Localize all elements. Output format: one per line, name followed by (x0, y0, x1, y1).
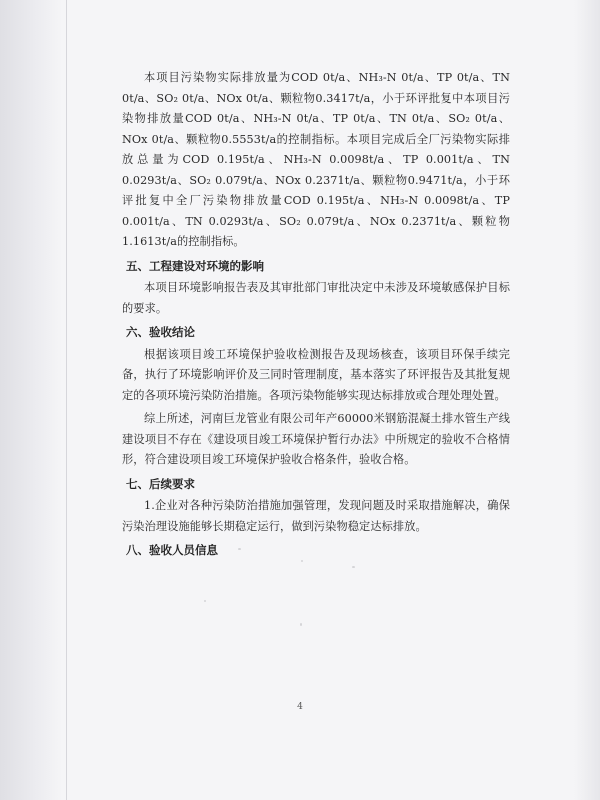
section-heading-followup: 七、后续要求 (126, 476, 195, 491)
scan-speck (352, 566, 355, 568)
scan-speck (300, 623, 302, 626)
emissions-paragraph: 本项目污染物实际排放量为COD 0t/a、NH₃-N 0t/a、TP 0t/a、TN 0t/a、SO₂ 0t/a、NOx 0t/a、颗粒物0.3417t/a，小于环评批复中本项目污染物排放量COD 0t/a、NH₃-N 0t/a、TP 0t/a、TN 0t/a、SO₂ 0t/a、NOx 0t/a、颗粒物0.5553t/a的控制指标。本项目完成后全厂污染物实际排放总量为COD 0.195t/a、NH₃-N 0.0098t/a、TP 0.001t/a、TN 0.0293t/a、SO₂ 0.079t/a、NOx 0.2371t/a、颗粒物0.9471t/a，小于环评批复中全厂污染物排放量COD 0.195t/a、NH₃-N 0.0098t/a、TP 0.001t/a、TN 0.0293t/a、SO₂ 0.079t/a、NOx 0.2371t/a、颗粒物1.1613t/a的控制指标。 (122, 71, 510, 248)
right-edge-shadow (574, 0, 600, 800)
section-heading-conclusion: 六、验收结论 (126, 325, 195, 339)
scan-speck (301, 560, 303, 562)
impact-paragraph: 本项目环境影响报告表及其审批部门审批决定中未涉及环境敏感保护目标的要求。 (122, 281, 510, 315)
conclusion-paragraph-2: 综上所述，河南巨龙管业有限公司年产60000米钢筋混凝土排水管生产线建设项目不存在《建设项目竣工环境保护暂行办法》中所规定的验收不合格情形，符合建设项目竣工环境保护验收合格条件，验收合格。 (122, 412, 510, 466)
section-heading-impact: 五、工程建设对环境的影响 (126, 258, 264, 273)
conclusion-paragraph-1: 根据该项目竣工环境保护验收检测报告及现场核查，该项目环保手续完备，执行了环境影响评价及三同时管理制度，基本落实了环评报告及其批复规定的各项环境污染防治措施。各项污染物能够实现达标排放或合理处理处置。 (122, 347, 510, 402)
section-heading-personnel: 八、验收人员信息 (126, 543, 218, 557)
followup-paragraph: 1.企业对各种污染防治措施加强管理，发现问题及时采取措施解决，确保污染治理设施能够长期稳定运行，做到污染物稳定达标排放。 (122, 499, 510, 533)
page-edge-line (66, 0, 67, 800)
scan-speck (238, 548, 241, 550)
binding-shadow (0, 0, 62, 800)
document-body (122, 68, 510, 563)
page-number: 4 (297, 702, 303, 712)
scan-speck (204, 600, 206, 602)
